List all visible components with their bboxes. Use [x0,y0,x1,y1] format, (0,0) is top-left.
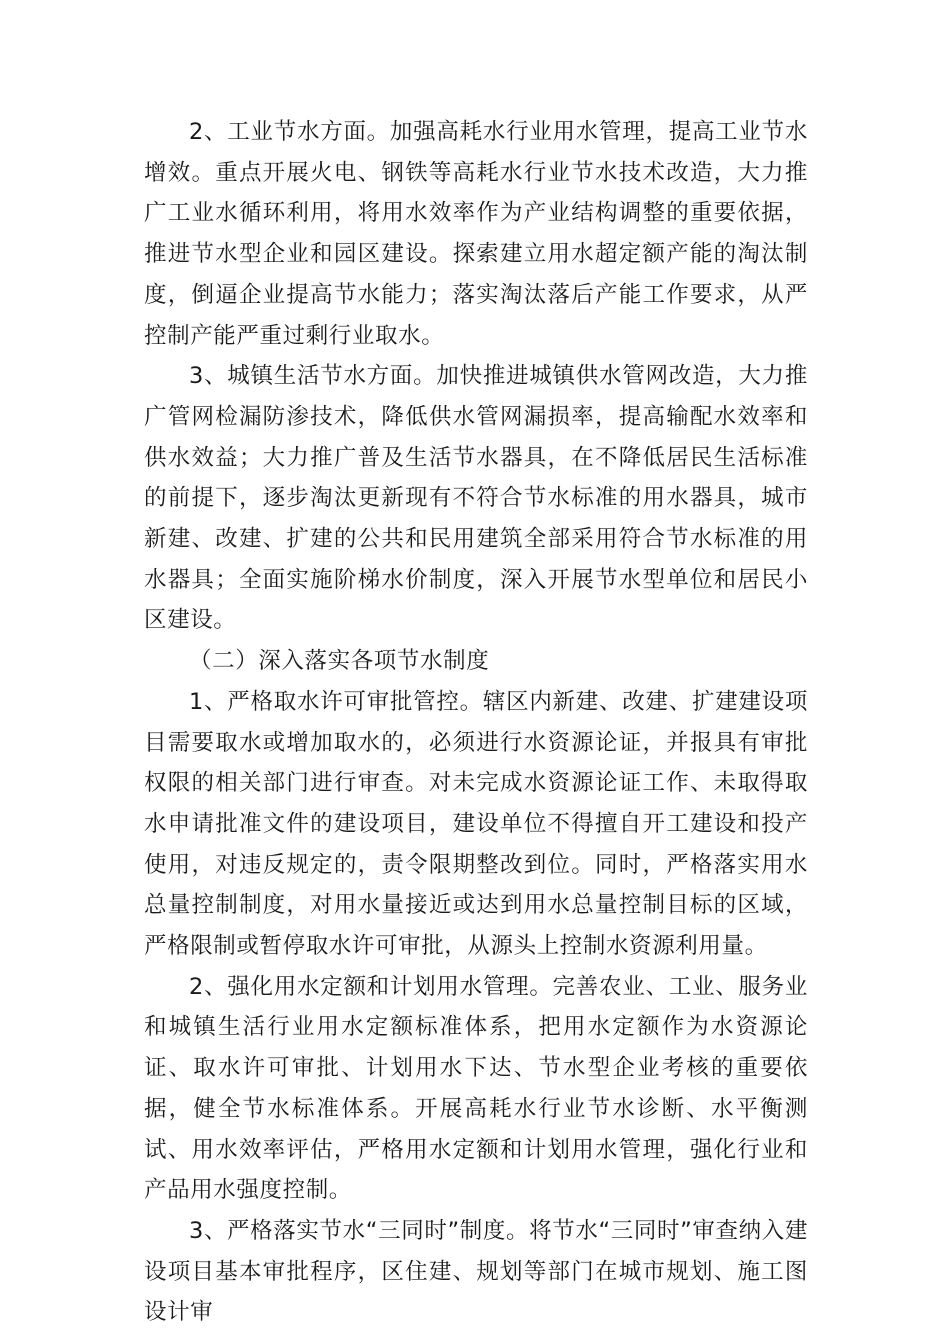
paragraph-urban-domestic-water-saving: 3、城镇生活节水方面。加快推进城镇供水管网改造，大力推广管网检漏防渗技术，降低供水管网漏损率，提高输配水效率和供水效益；大力推广普及生活节水器具，在不降低居民生活标准的前提下，逐步淘汰更新现有不符合节水标准的用水器具，城市新建、改建、扩建的公共和民用建筑全部采用符合节水标准的用水器具；全面实施阶梯水价制度，深入开展节水型单位和居民小区建设。 [144,363,808,634]
paragraph-three-simultaneous-system: 3、严格落实节水“三同时”制度。将节水“三同时”审查纳入建设项目基本审批程序，区住建、规划等部门在城市规划、施工图设计审 [144,1217,808,1326]
section-heading-water-saving-systems: （二）深入落实各项节水制度 [189,648,490,675]
paragraph-industrial-water-saving: 2、工业节水方面。加强高耗水行业用水管理，提高工业节水增效。重点开展火电、钢铁等高耗水行业节水技术改造，大力推广工业水循环利用，将用水效率作为产业结构调整的重要依据，推进节水型企业和园区建设。探索建立用水超定额产能的淘汰制度，倒逼企业提高节水能力；落实淘汰落后产能工作要求，从严控制产能严重过剩行业取水。 [144,119,808,349]
document-body [144,112,808,1333]
paragraph-water-quota-management: 2、强化用水定额和计划用水管理。完善农业、工业、服务业和城镇生活行业用水定额标准体系，把用水定额作为水资源论证、取水许可审批、计划用水下达、节水型企业考核的重要依据，健全节水标准体系。开展高耗水行业节水诊断、水平衡测试、用水效率评估，严格用水定额和计划用水管理，强化行业和产品用水强度控制。 [144,973,808,1204]
paragraph-water-permit-approval: 1、严格取水许可审批管控。辖区内新建、改建、扩建建设项目需要取水或增加取水的，必须进行水资源论证，并报具有审批权限的相关部门进行审查。对未完成水资源论证工作、未取得取水申请批准文件的建设项目，建设单位不得擅自开工建设和投产使用，对违反规定的，责令限期整改到位。同时，严格落实用水总量控制制度，对用水量接近或达到用水总量控制目标的区域，严格限制或暂停取水许可审批，从源头上控制水资源利用量。 [144,688,808,960]
